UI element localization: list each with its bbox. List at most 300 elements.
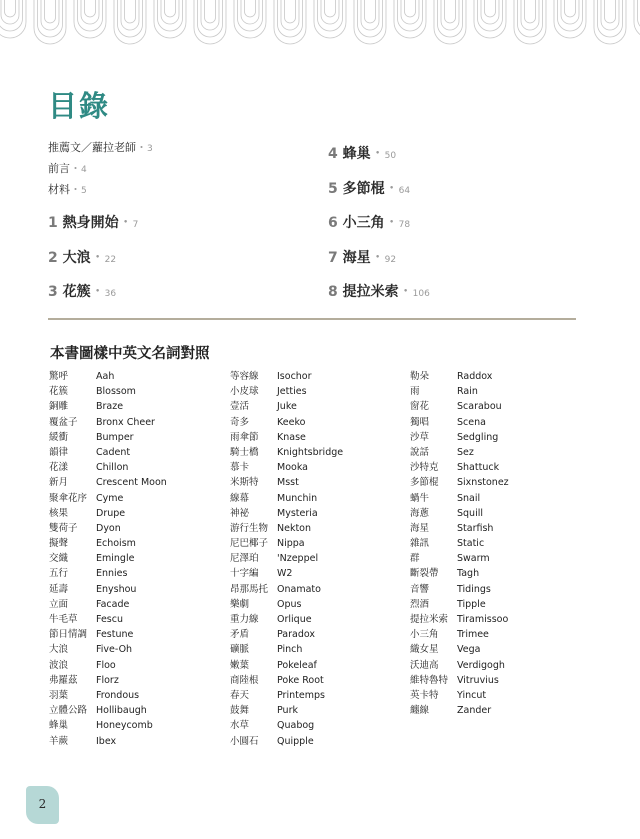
pattern-arch	[154, 0, 186, 38]
glossary-chinese: 蝸牛	[410, 492, 430, 504]
glossary-chinese: 商陸根	[230, 674, 259, 686]
glossary-row	[230, 734, 343, 749]
glossary-row	[49, 566, 167, 581]
glossary-english: Tagh	[457, 568, 480, 580]
toc-label: 蜂巢	[342, 146, 371, 162]
glossary-chinese: 維特魯特	[410, 674, 449, 686]
toc-separator: ・	[136, 141, 147, 154]
glossary-english: Fescu	[96, 614, 123, 625]
glossary-chinese: 雨	[410, 386, 420, 398]
glossary-row	[49, 582, 167, 597]
toc-label: 推薦文／蘿拉老師	[48, 141, 136, 154]
toc-label: 前言	[48, 162, 70, 175]
glossary-row	[230, 627, 343, 642]
glossary-row	[230, 536, 343, 551]
toc-page-number: 50	[384, 151, 397, 161]
chapter-number: 3	[48, 284, 58, 300]
glossary-chinese: 雜訊	[410, 538, 430, 550]
glossary-chinese: 交織	[49, 553, 69, 565]
glossary-english: Quipple	[277, 735, 314, 747]
pattern-arch	[245, 0, 256, 17]
glossary-english: Juke	[277, 401, 297, 413]
glossary-row	[49, 445, 167, 460]
pattern-arch	[394, 0, 426, 38]
glossary-row	[410, 642, 509, 657]
glossary-row	[410, 460, 509, 475]
glossary-english: Printemps	[277, 689, 325, 701]
glossary-english: Snail	[457, 492, 481, 504]
header-zentangle-pattern	[0, 0, 640, 64]
glossary-row	[410, 475, 509, 490]
glossary-english: Shattuck	[457, 462, 500, 474]
glossary-english: Drupe	[96, 507, 126, 519]
chapter-number: 7	[328, 249, 338, 266]
glossary-english: 'Nzeppel	[277, 553, 319, 565]
chapter-number: 1	[48, 215, 58, 231]
glossary-chinese: 驚呼	[49, 371, 69, 382]
toc-page-number: 92	[384, 254, 397, 265]
toc-page-number: 3	[147, 144, 153, 154]
pattern-arch	[354, 0, 386, 44]
glossary-chinese: 韻律	[49, 446, 69, 458]
glossary-column-2	[230, 369, 343, 749]
glossary-row	[410, 673, 509, 688]
glossary-row	[230, 491, 343, 506]
glossary-chinese: 小三角	[410, 629, 439, 641]
toc-separator: ・	[90, 284, 105, 300]
pattern-arch	[634, 0, 640, 38]
glossary-english: Knightsbridge	[277, 446, 344, 458]
pattern-arch	[474, 0, 506, 38]
glossary-chinese: 昂那馬托	[230, 583, 269, 595]
pattern-arch	[194, 0, 226, 44]
pattern-arch	[405, 0, 416, 17]
glossary-row	[230, 445, 343, 460]
toc-page-number: 36	[104, 289, 117, 299]
glossary-chinese: 沙特克	[410, 462, 439, 474]
glossary-chinese: 核果	[49, 507, 69, 519]
glossary-english: Static	[457, 538, 485, 550]
glossary-english: Festune	[96, 629, 134, 641]
pattern-arch	[525, 0, 536, 23]
glossary-english: Pinch	[277, 644, 303, 656]
glossary-chinese: 沙草	[410, 431, 430, 443]
glossary-row	[230, 369, 343, 384]
pattern-arch	[321, 0, 339, 24]
pattern-arch	[281, 0, 299, 30]
glossary-english: Scena	[457, 416, 486, 428]
glossary-chinese: 弗羅茲	[49, 674, 78, 686]
glossary-row	[230, 460, 343, 475]
glossary-row	[49, 703, 167, 718]
glossary-english: Braze	[96, 401, 124, 413]
glossary-row	[49, 642, 167, 657]
glossary-english: Emingle	[96, 553, 135, 565]
glossary-chinese: 花簇	[49, 386, 69, 398]
glossary-english: Florz	[96, 674, 119, 686]
pattern-arch	[401, 0, 419, 24]
toc-page-number: 106	[412, 289, 430, 299]
glossary-english: Rain	[457, 386, 478, 398]
glossary-row	[49, 688, 167, 703]
toc-item	[48, 276, 308, 311]
glossary-row	[49, 369, 167, 384]
glossary-row	[410, 430, 509, 445]
glossary-english: Knase	[277, 431, 306, 443]
glossary-chinese: 織女星	[410, 644, 439, 656]
glossary-english: Vega	[457, 644, 481, 656]
toc-item	[48, 180, 308, 201]
page-title: 目錄	[48, 89, 111, 123]
glossary-row	[230, 566, 343, 581]
glossary-chinese: 雙荷子	[49, 522, 78, 534]
glossary-row	[230, 551, 343, 566]
toc-label: 小三角	[342, 215, 385, 231]
glossary-chinese: 立體公路	[49, 705, 88, 717]
toc-label: 提拉米索	[342, 284, 399, 300]
glossary-row	[230, 612, 343, 627]
toc-separator: ・	[90, 249, 105, 266]
pattern-arch	[74, 0, 106, 38]
glossary-english: Echoism	[96, 538, 136, 550]
glossary-chinese: 矛盾	[230, 629, 250, 641]
glossary-chinese: 覆盆子	[49, 416, 78, 428]
glossary-chinese: 線幕	[230, 492, 250, 504]
toc-page-number: 4	[81, 165, 87, 175]
glossary-english: Sedgling	[457, 431, 499, 443]
toc-label: 海星	[342, 249, 371, 266]
glossary-row	[49, 430, 167, 445]
glossary-row	[49, 734, 167, 749]
pattern-arch	[325, 0, 336, 17]
glossary-column-1	[49, 369, 167, 749]
glossary-chinese: 重力線	[230, 614, 259, 625]
glossary-chinese: 小皮球	[230, 386, 259, 398]
glossary-english: Zander	[457, 705, 492, 717]
glossary-chinese: 奇多	[230, 416, 250, 428]
toc-separator: ・	[370, 249, 385, 266]
glossary-english: Frondous	[96, 689, 140, 701]
glossary-english: Scarabou	[457, 401, 502, 413]
glossary-english: Nippa	[277, 538, 305, 550]
glossary-english: Hollibaugh	[96, 705, 147, 717]
pattern-arch	[41, 0, 59, 30]
glossary-row	[230, 475, 343, 490]
pattern-arch	[554, 0, 586, 38]
glossary-row	[410, 566, 509, 581]
pattern-arch	[165, 0, 176, 17]
glossary-english: Verdigogh	[457, 659, 505, 671]
glossary-chinese: 尼澤珀	[230, 553, 259, 565]
glossary-row	[230, 399, 343, 414]
glossary-row	[49, 399, 167, 414]
toc-item	[328, 242, 588, 277]
pattern-arch	[1, 0, 19, 24]
glossary-row	[410, 399, 509, 414]
glossary-row	[49, 506, 167, 521]
glossary-chinese: 聚傘花序	[49, 492, 88, 504]
glossary-chinese: 擬聲	[49, 538, 69, 550]
glossary-english: Squill	[457, 507, 483, 519]
glossary-row	[230, 430, 343, 445]
glossary-english: Floo	[96, 659, 116, 671]
glossary-row	[49, 627, 167, 642]
pattern-arch	[201, 0, 219, 30]
glossary-chinese: 勒朵	[410, 371, 430, 382]
glossary-english: Starfish	[457, 522, 494, 534]
glossary-english: W2	[277, 568, 293, 580]
glossary-chinese: 樂劇	[230, 598, 250, 610]
chapter-number: 4	[328, 146, 338, 162]
glossary-chinese: 嫩葉	[230, 659, 250, 671]
pattern-arch	[234, 0, 266, 38]
glossary-english: Onamato	[277, 583, 321, 595]
pattern-arch	[45, 0, 56, 23]
glossary-row	[49, 658, 167, 673]
glossary-chinese: 波浪	[49, 659, 69, 671]
glossary-row	[410, 582, 509, 597]
glossary-english: Vitruvius	[457, 674, 499, 686]
glossary-chinese: 神祕	[230, 507, 250, 519]
pattern-arch	[161, 0, 179, 24]
glossary-chinese: 海星	[410, 522, 430, 534]
glossary-row	[49, 460, 167, 475]
glossary-chinese: 銅雕	[49, 401, 69, 413]
glossary-chinese: 立面	[49, 598, 69, 610]
glossary-row	[49, 612, 167, 627]
toc-page-number: 64	[398, 185, 411, 196]
glossary-chinese: 群	[410, 553, 420, 565]
pattern-arch	[361, 0, 379, 30]
glossary-chinese: 水草	[230, 720, 250, 732]
pattern-arch	[521, 0, 539, 30]
glossary-english: Raddox	[457, 371, 493, 382]
glossary-chinese: 春天	[230, 689, 250, 701]
pattern-arch	[85, 0, 96, 17]
pattern-arch	[565, 0, 576, 17]
toc-left-column	[48, 138, 308, 311]
glossary-row	[410, 521, 509, 536]
toc-label: 材料	[48, 183, 70, 196]
toc-label: 多節棍	[342, 180, 385, 197]
glossary-chinese: 沃迪高	[410, 659, 439, 671]
glossary-row	[49, 551, 167, 566]
glossary-english: Purk	[277, 705, 298, 717]
toc-label: 花簇	[62, 284, 91, 300]
toc-separator: ・	[370, 146, 385, 162]
glossary-chinese: 海蔥	[410, 507, 430, 519]
glossary-chinese: 大浪	[49, 644, 69, 656]
toc-item	[328, 276, 588, 311]
glossary-row	[410, 384, 509, 399]
glossary-english: Honeycomb	[96, 720, 153, 732]
glossary-row	[410, 688, 509, 703]
glossary-chinese: 節日情調	[49, 629, 88, 641]
glossary-english: Jetties	[277, 386, 307, 398]
toc-separator: ・	[384, 215, 399, 231]
toc-item	[328, 207, 588, 242]
glossary-row	[230, 688, 343, 703]
glossary-row	[230, 384, 343, 399]
toc-item	[48, 138, 308, 159]
glossary-chinese: 蜂巢	[49, 720, 69, 732]
glossary-chinese: 牛毛草	[49, 614, 78, 625]
toc-separator: ・	[384, 180, 399, 197]
page-number: 2	[38, 797, 47, 811]
glossary-chinese: 等容線	[230, 371, 259, 382]
glossary-row	[230, 521, 343, 536]
glossary-english: Sixnstonez	[457, 477, 509, 489]
glossary-row	[410, 506, 509, 521]
chapter-number: 5	[328, 180, 338, 197]
glossary-english: Ennies	[96, 568, 128, 580]
glossary-chinese: 多節棍	[410, 477, 439, 489]
glossary-row	[49, 491, 167, 506]
glossary-chinese: 獨唱	[410, 416, 430, 428]
glossary-chinese: 礦脈	[230, 644, 250, 656]
glossary-row	[49, 475, 167, 490]
glossary-row	[230, 415, 343, 430]
toc-separator: ・	[398, 284, 413, 300]
glossary-english: Crescent Moon	[96, 477, 167, 489]
glossary-row	[49, 718, 167, 733]
glossary-chinese: 騎士橋	[230, 446, 259, 458]
glossary-english: Ibex	[96, 735, 117, 747]
glossary-english: Orlique	[277, 614, 312, 625]
glossary-row	[49, 384, 167, 399]
glossary-english: Msst	[277, 477, 299, 489]
glossary-row	[410, 612, 509, 627]
toc-separator: ・	[70, 183, 81, 196]
glossary-chinese: 新月	[49, 477, 69, 489]
pattern-arch	[5, 0, 16, 17]
toc-page-number: 22	[104, 254, 117, 265]
glossary-english: Tiramissoo	[457, 614, 509, 625]
pattern-arch	[561, 0, 579, 24]
glossary-chinese: 羊蕨	[49, 735, 69, 747]
glossary-row	[410, 551, 509, 566]
pattern-arch	[205, 0, 216, 23]
page-number-badge	[26, 786, 59, 824]
glossary-chinese: 慕卡	[230, 462, 250, 474]
glossary-english: Mysteria	[277, 507, 318, 519]
glossary-english: Facade	[96, 598, 130, 610]
glossary-row	[410, 369, 509, 384]
glossary-row	[49, 673, 167, 688]
toc-page-number: 7	[132, 220, 139, 230]
glossary-row	[410, 658, 509, 673]
glossary-english: Blossom	[96, 386, 136, 398]
glossary-english: Dyon	[96, 522, 121, 534]
glossary-english: Bumper	[96, 431, 134, 443]
glossary-row	[230, 642, 343, 657]
glossary-english: Cyme	[96, 492, 124, 504]
pattern-arch	[285, 0, 296, 23]
glossary-title: 本書圖樣中英文名詞對照	[50, 345, 210, 362]
glossary-chinese: 提拉米索	[410, 614, 449, 625]
glossary-chinese: 雨傘節	[230, 431, 259, 443]
glossary-row	[410, 627, 509, 642]
glossary-english: Opus	[277, 598, 302, 610]
glossary-chinese: 延壽	[49, 583, 69, 595]
glossary-chinese: 緩衝	[49, 431, 69, 443]
glossary-english: Trimee	[457, 629, 489, 641]
glossary-chinese: 斷裂帶	[410, 568, 439, 580]
chapter-number: 2	[48, 249, 58, 266]
pattern-arch	[121, 0, 139, 30]
glossary-chinese: 窗花	[410, 401, 430, 413]
glossary-row	[49, 536, 167, 551]
glossary-chinese: 米斯特	[230, 477, 259, 489]
glossary-english: Enyshou	[96, 583, 137, 595]
glossary-chinese: 小圓石	[230, 735, 259, 747]
glossary-english: Tidings	[457, 583, 491, 595]
glossary-row	[410, 415, 509, 430]
toc-item	[328, 173, 588, 208]
pattern-arch	[365, 0, 376, 23]
glossary-english: Cadent	[96, 446, 131, 458]
glossary-chinese: 鼓舞	[230, 705, 250, 717]
glossary-row	[230, 582, 343, 597]
glossary-row	[410, 536, 509, 551]
glossary-chinese: 音響	[410, 583, 430, 595]
pattern-arch	[445, 0, 456, 23]
glossary-row	[230, 703, 343, 718]
chapter-number: 6	[328, 215, 338, 231]
glossary-row	[230, 658, 343, 673]
glossary-english: Poke Root	[277, 674, 324, 686]
glossary-english: Isochor	[277, 371, 312, 382]
glossary-english: Munchin	[277, 492, 318, 504]
toc-item	[48, 159, 308, 180]
glossary-row	[230, 673, 343, 688]
glossary-chinese: 尼巴椰子	[230, 538, 269, 550]
glossary-chinese: 五行	[49, 568, 69, 580]
pattern-arch	[241, 0, 259, 24]
glossary-chinese: 羽葉	[49, 689, 69, 701]
toc-right-column	[328, 138, 588, 311]
glossary-chinese: 花漾	[49, 462, 69, 474]
pattern-arch	[605, 0, 616, 23]
toc-page-number: 78	[398, 220, 411, 230]
glossary-chinese: 壹活	[230, 401, 250, 413]
glossary-row	[49, 415, 167, 430]
glossary-chinese: 纏線	[410, 705, 430, 717]
glossary-english: Five-Oh	[96, 644, 133, 656]
glossary-row	[410, 445, 509, 460]
glossary-chinese: 烈酒	[410, 598, 430, 610]
toc-item	[48, 242, 308, 277]
toc-page-number: 5	[81, 186, 87, 196]
glossary-chinese: 說話	[410, 446, 430, 458]
glossary-english: Swarm	[457, 553, 490, 565]
glossary-row	[230, 506, 343, 521]
pattern-arch	[125, 0, 136, 23]
section-divider	[48, 318, 576, 320]
glossary-row	[410, 491, 509, 506]
toc-label: 大浪	[62, 249, 91, 266]
glossary-chinese: 英卡特	[410, 689, 439, 701]
glossary-english: Nekton	[277, 522, 312, 534]
glossary-chinese: 游行生物	[230, 522, 269, 534]
glossary-row	[230, 718, 343, 733]
glossary-english: Mooka	[277, 462, 308, 474]
glossary-english: Aah	[96, 371, 115, 382]
glossary-english: Tipple	[457, 598, 486, 610]
pattern-arch	[441, 0, 459, 30]
glossary-english: Quabog	[277, 720, 315, 732]
pattern-arch	[485, 0, 496, 17]
